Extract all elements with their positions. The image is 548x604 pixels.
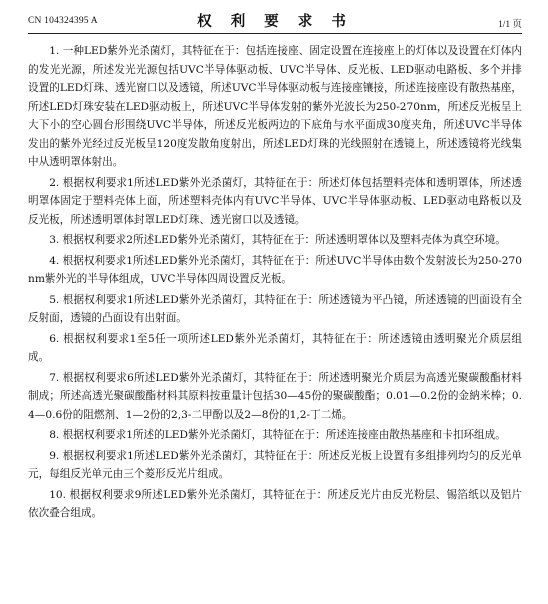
claim-6: 6. 根据权利要求1至5任一项所述LED紫外光杀菌灯，其特征在于：所述透镜由透明聚光介质层组成。 (28, 332, 522, 363)
claim-7: 7. 根据权利要求6所述LED紫外光杀菌灯，其特征在于：所述透明聚光介质层为高透光聚碳酸酯材料制成；所述高透光聚碳酸酯材料其原料按重量计包括30—45份的聚碳酸酯；0.01—0.2份的金納米棒；0.4—0.6份的阻燃剂、1—2份的2,3-二甲酚以及2—8份的1,2-丁二烯。 (28, 371, 522, 421)
page-number: 1/1 页 (497, 20, 522, 30)
claim-9: 9. 根据权利要求1所述LED紫外光杀菌灯，其特征在于：所述反光板上设置有多组排列均匀的反光单元，每组反光单元由三个菱形反光片组成。 (28, 449, 522, 480)
claim-10: 10. 根据权利要求9所述LED紫外光杀菌灯，其特征在于：所述反光片由反光粉层、锡箔纸以及铝片依次叠合组成。 (28, 488, 522, 519)
claim-2: 2. 根据权利要求1所述LED紫外光杀菌灯，其特征在于：所述灯体包括塑料壳体和透明罩体，所述透明罩体固定于塑料壳体上面，所述塑料壳体内有UVC半导体、UVC半导体驱动板、LED驱动电路板以及反光板，所述透明罩体封罩LED灯珠、透光窗口以及透镜。 (28, 176, 522, 226)
claim-3: 3. 根据权利要求2所述LED紫外光杀菌灯，其特征在于：所述透明罩体以及塑料壳体为真空环境。 (49, 234, 506, 246)
claim-4: 4. 根据权利要求1所述LED紫外光杀菌灯，其特征在于：所述UVC半导体由数个发射波长为250-270nm紫外光的半导体组成，UVC半导体四周设置反光板。 (28, 254, 522, 285)
claims-body (28, 42, 522, 525)
claim-5: 5. 根据权利要求1所述LED紫外光杀菌灯，其特征在于：所述透镜为平凸镜，所述透镜的凹面设有全反射面，透镜的凸面设有出射面。 (28, 293, 522, 324)
document-header (28, 10, 522, 32)
document-title: 权 利 要 求 书 (197, 13, 353, 30)
header-divider (28, 33, 522, 34)
publication-number: CN 104324395 A (28, 16, 98, 26)
claim-8: 8. 根据权利要求1所述的LED紫外光杀菌灯，其特征在于：所述连接座由散热基座和卡扣环组成。 (49, 429, 506, 441)
claim-1: 1. 一种LED紫外光杀菌灯，其特征在于：包括连接座、固定设置在连接座上的灯体以及设置在灯体内的发光光源，所述发光光源包括UVC半导体驱动板、UVC半导体、反光板、LED驱动电路板、多个并排设置的LED灯珠、透光窗口以及透镜，所述UVC半导体驱动板与连接座镶接，所述连接座设有散热基座，所述LED灯珠安装在LED驱动板上，所述UVC半导体发射的紫外光波长为250-270nm，所述反光板呈上大下小的空心圆台形围绕UVC半导体，所述反光板两边的下底角与水平面成30度夹角，所述UVC半导体发出的紫外光经过反光板呈120度发散角度射出，所述LED灯珠的光线照射在透镜上，所述透镜将光线集中从透明罩体射出。 (28, 45, 522, 168)
